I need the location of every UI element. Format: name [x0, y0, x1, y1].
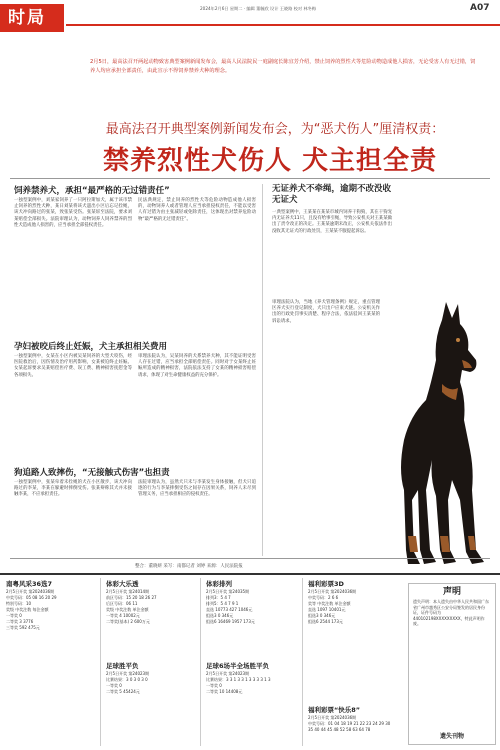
body-text: 一独型案例中，刘某家饲养了一只阿拉斯加犬，属于该市禁止饲养的烈性犬种，某日刘某将该犬遛出小区后忘记拴绳，该犬冲向路过的张某，致张某受伤。张某诉至法院，要求刘某赔偿全部损失。法院审理认为，动物饲养人饲养禁养的烈性犬造成他人损害的，应当承担全部侵权责任。 [14, 198, 132, 228]
page-number: A07 [470, 3, 490, 13]
notice-text: 遗失声明：本人遗失由中华人民共和国广东省广州市越秀区公安分局签发的居民身份证，证件号码为440102198XXXXXXXXX，特此声明作废。 [413, 599, 489, 627]
body-text: 一典型案例中，王某某在某某市城内饲养干狗狗，其在干狗宠内无证养犬11只，且没有给事引绳，导致公安机关对王某某做出了责令改正的决定。王某某逾期未改正，公安机关依法作出没收其无证犬的行政处罚，王某某不服提起诉讼。 [272, 210, 392, 234]
lottery-block: 福利彩票3D 2月5日开奖 第2024036期 中奖号码：2 6 6 奖等 中奖注数 单注金额 直选 1097 10401元 组选3 0 346元 组选6 2544 173元 [308, 580, 357, 624]
column-divider [200, 578, 201, 746]
dog-illustration [386, 300, 496, 570]
body-text: 审理法院认为，吴某饲养的犬系禁养犬种，其不能证明受害人存在过错，应当承担全部赔偿责任。同时对于女某终止妊娠所造成的精神损害，法院依法支持了女某的精神损害赔偿请求，体现了对生命健康权益的充分保护。 [138, 354, 256, 378]
divider [10, 558, 490, 559]
lottery-block: 足球胜平负 2月5日开奖 第24023期 比赛结果：3 0 3 0 3 0 一等奖 0 二等奖 5 45424元 [106, 662, 150, 694]
body-text: 一独型案例中，张某牵着未拴绳的犬在小区散步，该犬冲向路过的李某，李某在躲避时摔倒受伤。张某辩称其犬并未接触李某，不应承担责任。 [14, 480, 132, 498]
section-title: 狗追路人致摔伤，“无接触式伤害”也担责 [14, 468, 170, 478]
divider [0, 573, 500, 575]
header-bar [0, 0, 500, 32]
section-title: 孕妇被咬后终止妊娠，犬主承担相关费用 [14, 342, 168, 352]
lead-paragraph: 2月5日，最高法召开两起动物致害典型案例新闻发布会，最高人民法院民一庭副庭长陈宜芳介绍，禁止饲养的烈性犬等危险动物造成他人损害，无论受害人有无过错，饲养人均应承担全部责任，由此宣示不得饲养禁养犬种的理念。 [90, 59, 476, 74]
notice-footer: 遗失刊物 [439, 733, 464, 740]
column-divider [100, 578, 101, 746]
lottery-block: 体彩大乐透 2月5日开奖 第24014期 前区号码：15 20 18 26 27 后区号码：06 11 奖级 中奖注数 单注金额 一等奖 4 10002元 二等奖(基本) 2 600万元 [106, 580, 157, 624]
column-divider [262, 184, 263, 556]
header-rule [66, 24, 500, 26]
editor-credit: 整合：董晓妍 采写：南都记者 刘婷 来源：人民法院报 [135, 564, 243, 569]
date-line: 2024年2月6日 星期二 · 编辑 董毓欣 设计 王晓路 校对 林冬梅 [200, 6, 316, 11]
body-text: 一独型案例中，女某在小区内被吴某饲养的大型犬咬伤，经医院救治后，因伤情及治疗用药影响，女某被迫终止妊娠。女某起诉要求吴某赔偿医疗费、误工费、精神损害抚慰金等各项损失。 [14, 354, 132, 378]
notice-title: 声明 [442, 587, 461, 597]
lottery-block: 足球6场半全场胜平负 2月5日开奖 第24023期 比赛结果：3 3 1 3 3 1 3 3 3 3 1 3 一等奖 0 二等奖 10 14408元 [206, 662, 271, 694]
headline: 禁养烈性犬伤人 犬主担全责 [102, 146, 438, 176]
lottery-block: 体彩排列 2月5日开奖 第24035期 排列3：5 4 7 排列5：5 4 7 9 1 直选 10773 427 1046元 组选3 0 346元 组选6 16469 1957 173元 [206, 580, 255, 624]
column-divider [302, 578, 303, 746]
lottery-block: 南粤风采36选7 2月5日开奖 第2024036期 中奖号码：05 08 16 20 29 特别号码：10 奖级 中奖注数 每注金额 一等奖 0 二等奖 3 3776 三等奖 592 475元 [6, 580, 57, 630]
body-text: 民法典规定，禁止饲养的烈性犬等危险动物造成他人损害的，动物饲养人或者管理人应当承担侵权责任，不能以受害人有过错为由主张减轻或免除责任，这体现出对禁养危险动物“最严格的无过错责任”。 [138, 198, 256, 222]
divider [10, 178, 490, 179]
lottery-block: 福利彩票“快乐8” 2月5日开奖 第2024036期 中奖号码：01 04 18 19 21 22 23 24 29 30 35 40 44 45 48 52 58 63 64 78 [308, 706, 391, 732]
notice-box [408, 583, 496, 745]
section-tag: 时局 [0, 4, 64, 32]
subheadline: 最高法召开典型案例新闻发布会，为“恶犬伤人”厘清权责： [105, 122, 445, 137]
section-title: 饲养禁养犬，承担“最严格的无过错责任” [14, 186, 170, 196]
body-text: 法院审理认为，虽然犬只未与李某发生身体接触，但犬只追逐的行为与李某摔倒受伤之间存在因果关系，饲养人未尽到管理义务，应当承担相应的侵权责任。 [138, 480, 256, 498]
section-title: 无证养犬不牵绳，逾期不改没收无证犬 [272, 184, 392, 205]
body-text: 审理法院认为，当地《养犬管理条例》规定，重点管理区养犬实行登记制度，犬只出户应束犬链。公安机关作出的行政处罚事实清楚、程序合法，依法驳回王某某的诉讼请求。 [272, 300, 380, 324]
